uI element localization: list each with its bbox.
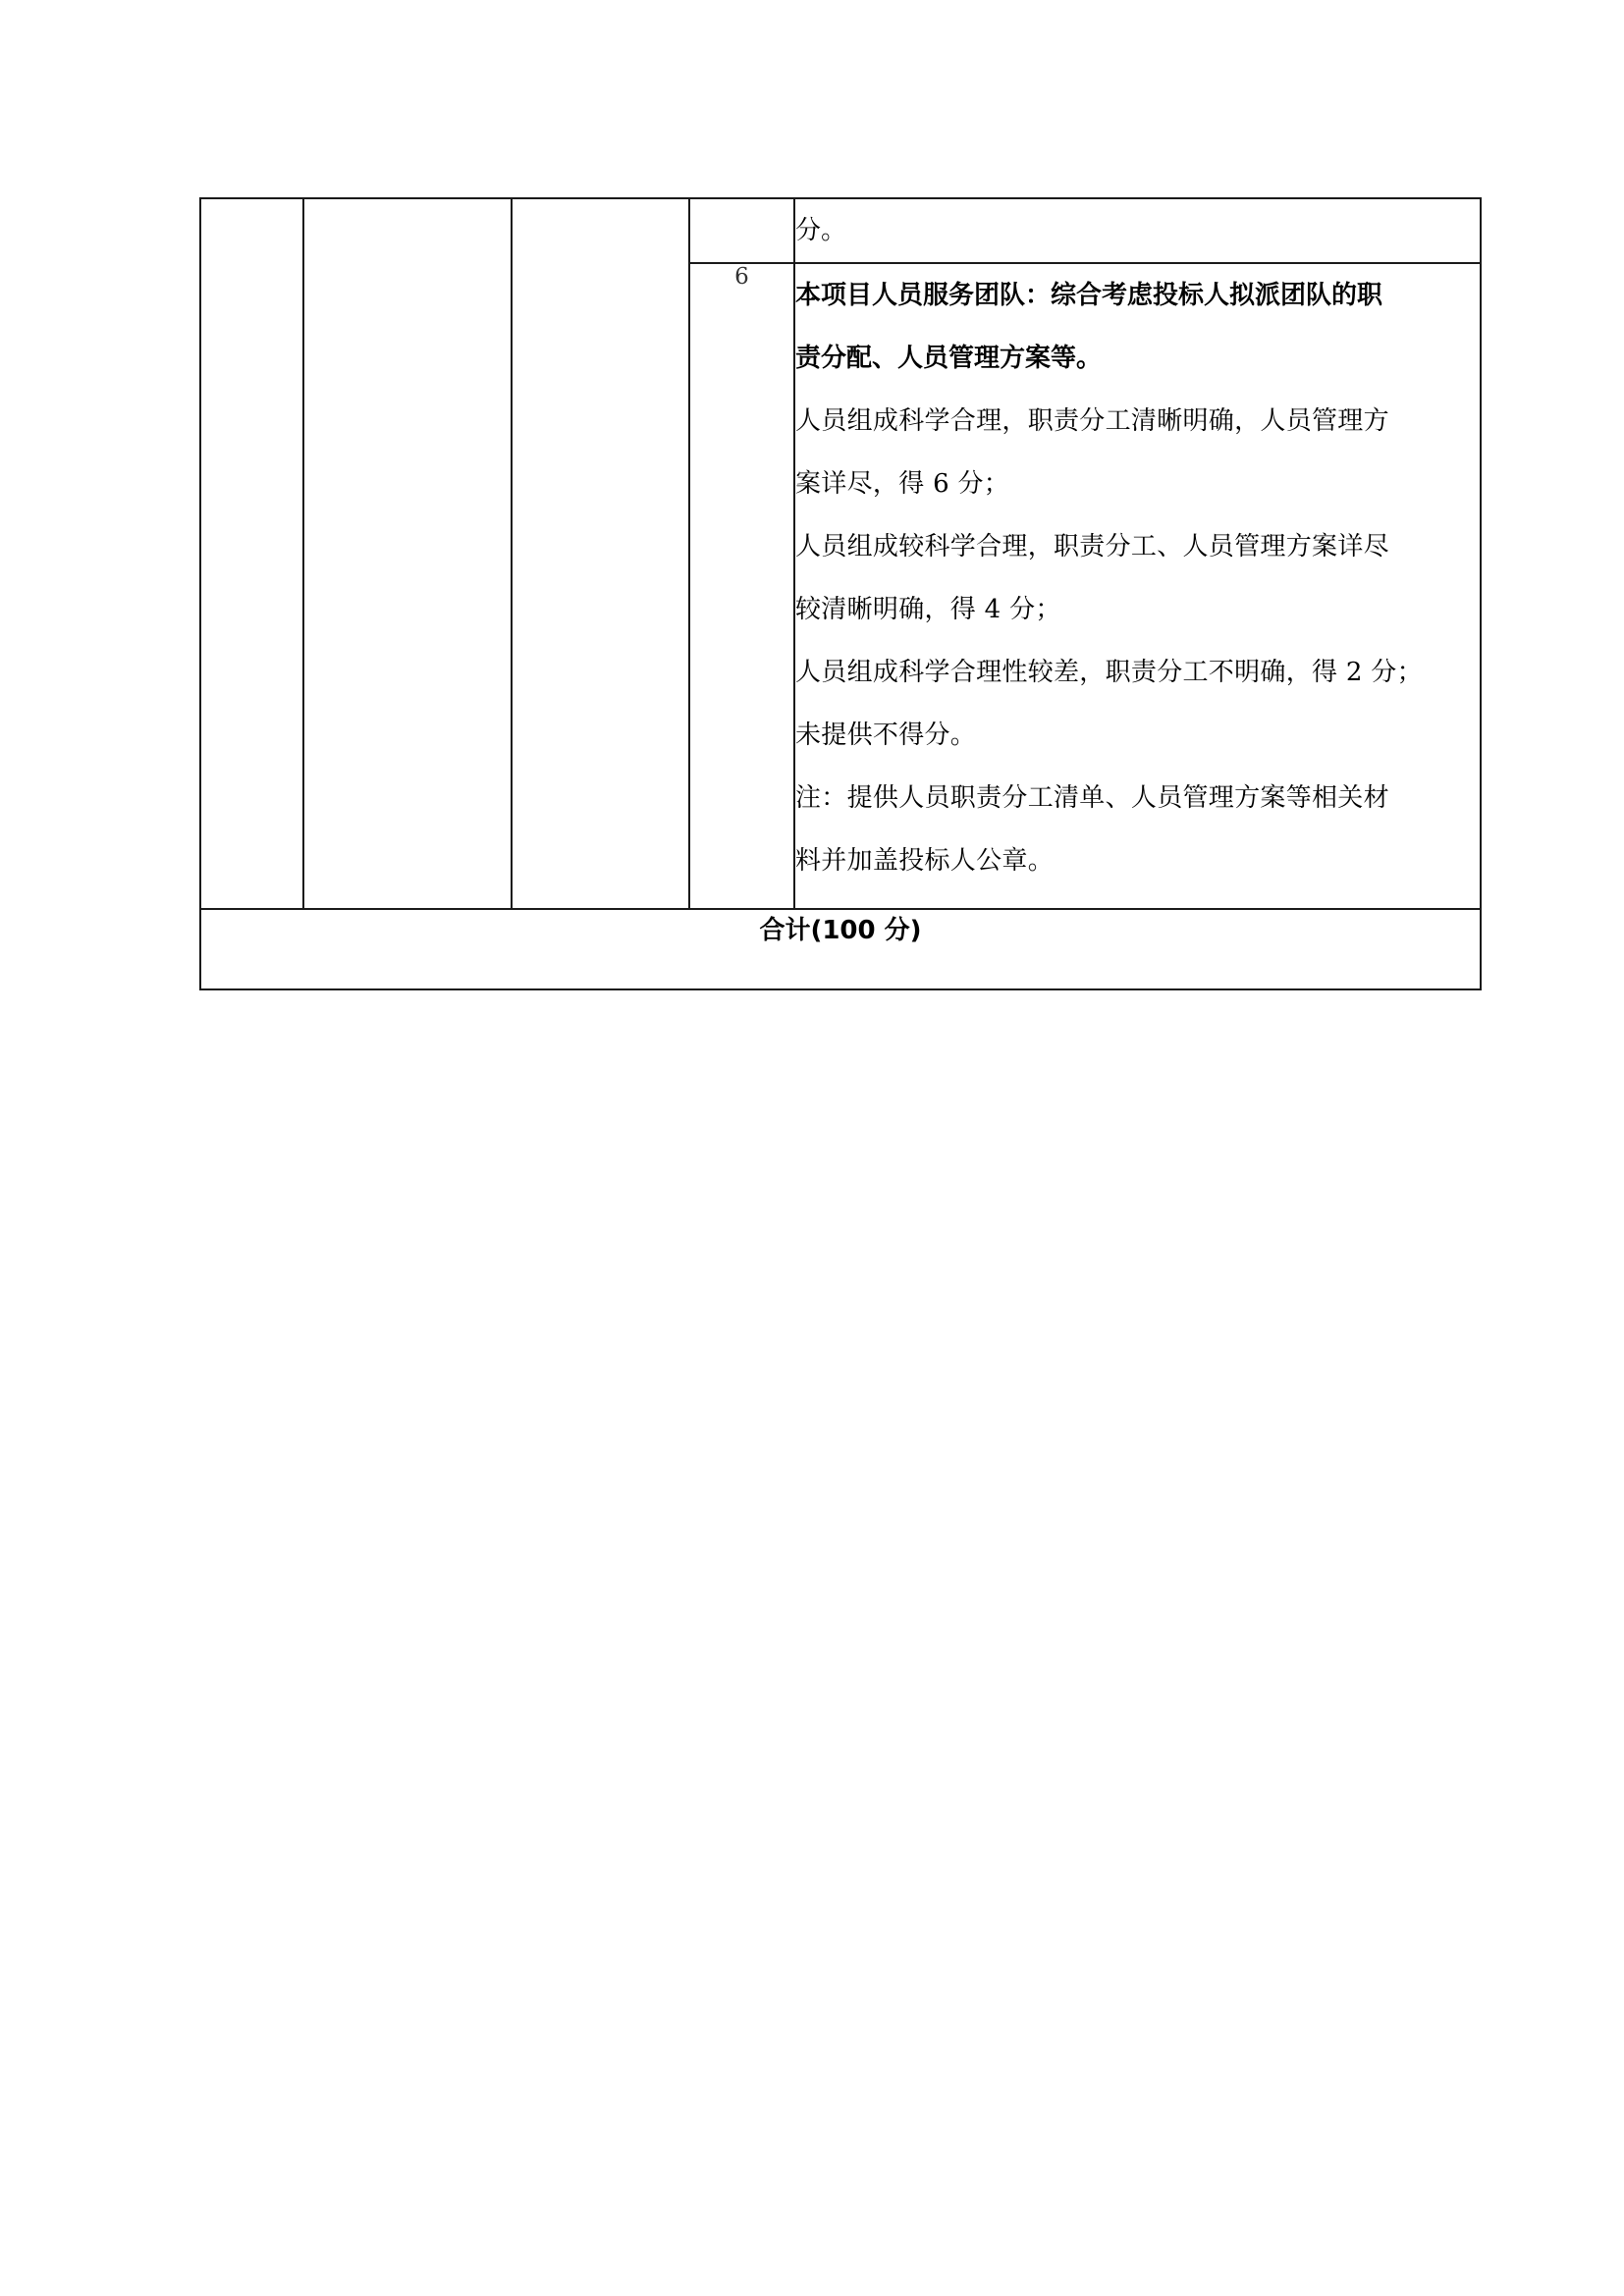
criteria-title-line: 责分配、人员管理方案等。	[795, 344, 1103, 373]
criteria-title-line: 本项目人员服务团队：综合考虑投标人拟派团队的职	[795, 281, 1383, 310]
criteria-line: 人员组成较科学合理，职责分工、人员管理方案详尽	[795, 532, 1389, 561]
criteria-line: 料并加盖投标人公章。	[795, 846, 1055, 876]
criteria-line: 注：提供人员职责分工清单、人员管理方案等相关材	[795, 783, 1389, 813]
score-cell: 6	[689, 263, 794, 909]
criteria-line: 人员组成科学合理性较差，职责分工不明确，得 2 分；	[795, 658, 1423, 687]
continuation-text: 分。	[795, 216, 847, 245]
criteria-line: 人员组成科学合理，职责分工清晰明确，人员管理方	[795, 406, 1389, 436]
subitem-cell	[512, 198, 689, 909]
total-label: 合计(100 分)	[200, 909, 1481, 989]
criteria-line: 较清晰明确，得 4 分；	[795, 595, 1061, 624]
scoring-table	[199, 197, 1482, 990]
item-cell	[303, 198, 512, 909]
score-cell-empty	[689, 198, 794, 263]
continuation-cell	[794, 198, 1481, 263]
criteria-line: 案详尽，得 6 分；	[795, 469, 1010, 499]
category-cell	[200, 198, 303, 909]
total-row	[200, 909, 1481, 989]
criteria-cell	[794, 263, 1481, 909]
table-row	[200, 198, 1481, 263]
criteria-line: 未提供不得分。	[795, 721, 977, 750]
